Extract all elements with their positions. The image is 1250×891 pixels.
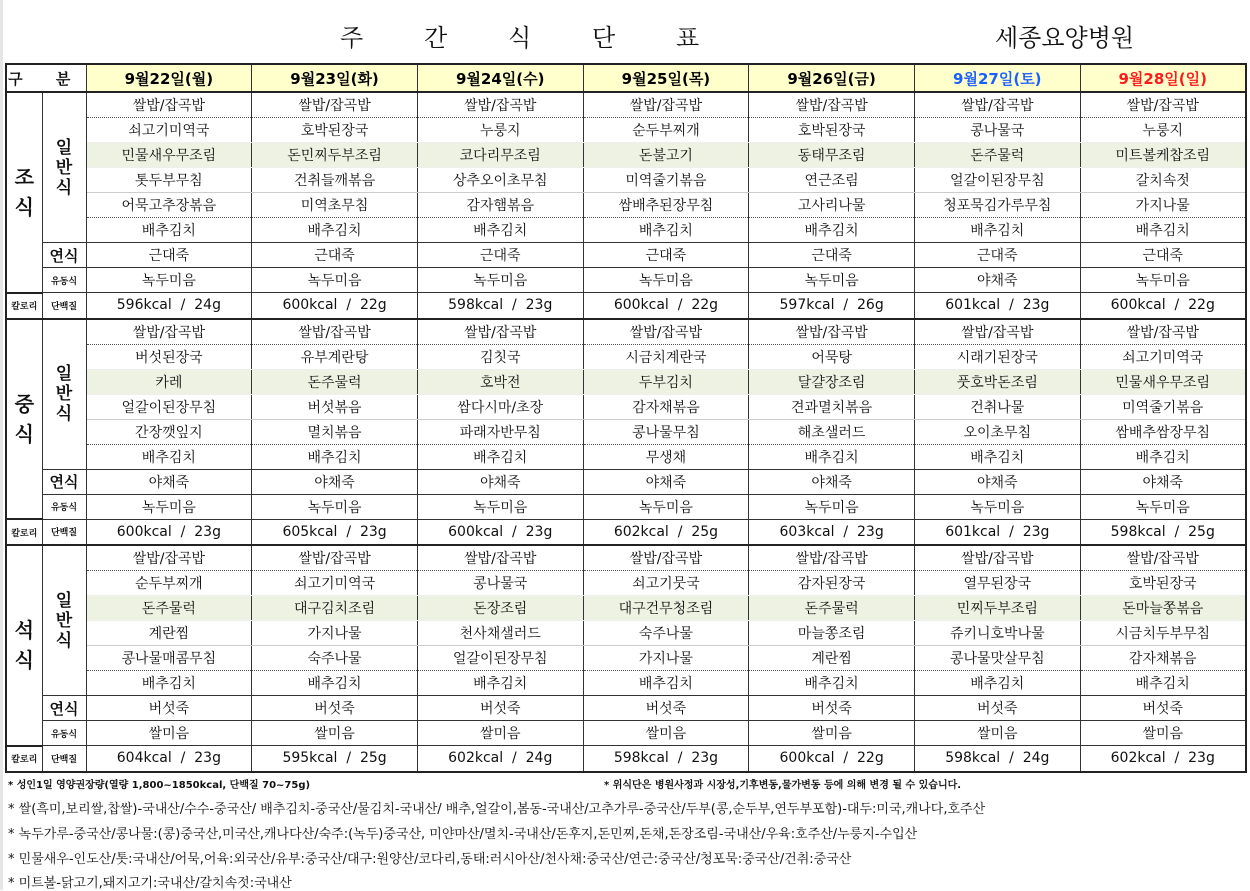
soft-diet-label: 연식 <box>42 469 86 494</box>
menu-item: 민물새우무조림 <box>1080 369 1246 394</box>
menu-item: 유부계란탕 <box>252 344 418 369</box>
nutrition-cell: 595kcal / 25g <box>252 746 418 772</box>
header-row <box>6 64 1246 92</box>
menu-item: 콩나물무침 <box>583 419 749 444</box>
menu-item: 마늘쫑조림 <box>749 621 915 646</box>
liquid-diet-label: 유동식 <box>42 721 86 746</box>
menu-item: 호박된장국 <box>1080 571 1246 596</box>
menu-item: 얼갈이된장무침 <box>417 646 583 671</box>
menu-item: 배추김치 <box>1080 444 1246 469</box>
menu-item: 순두부찌개 <box>86 571 252 596</box>
menu-item: 건취들깨볶음 <box>252 168 418 193</box>
origin-line: * 녹두가루-중국산/콩나물:(콩)중국산,미국산,캐나다산/숙주:(녹두)중국산, 미얀마산/멸치-국내산/돈후지,돈민찌,돈채,돈장조림-국내산/우육:호주산/누룽지-수입산 <box>8 827 918 842</box>
menu-item: 쇠고기미역국 <box>1080 344 1246 369</box>
menu-item: 쌀미음 <box>86 721 252 746</box>
menu-item: 돈마늘쫑볶음 <box>1080 596 1246 621</box>
menu-item: 시금치계란국 <box>583 344 749 369</box>
menu-item: 감자채볶음 <box>1080 646 1246 671</box>
menu-item: 돈주물럭 <box>914 143 1080 168</box>
title-char: 단 <box>592 24 616 52</box>
menu-row <box>6 621 1246 646</box>
menu-item: 쌀밥/잡곡밥 <box>749 545 915 571</box>
menu-row <box>6 344 1246 369</box>
menu-item: 간장깻잎지 <box>86 419 252 444</box>
menu-item: 쌀밥/잡곡밥 <box>583 92 749 118</box>
menu-item: 쌀밥/잡곡밥 <box>583 545 749 571</box>
menu-item: 가지나물 <box>583 646 749 671</box>
menu-item: 녹두미음 <box>252 494 418 519</box>
title-char: 표 <box>676 24 700 52</box>
menu-item: 쌀밥/잡곡밥 <box>252 545 418 571</box>
menu-item: 천사채샐러드 <box>417 621 583 646</box>
menu-item: 근대죽 <box>417 243 583 268</box>
menu-row <box>6 143 1246 168</box>
nutrition-cell: 602kcal / 23g <box>1080 746 1246 772</box>
nutrition-cell: 597kcal / 26g <box>749 293 915 319</box>
menu-item: 녹두미음 <box>1080 494 1246 519</box>
meal-label <box>6 545 42 746</box>
meal-label <box>6 319 42 520</box>
menu-item: 쌀밥/잡곡밥 <box>583 319 749 345</box>
menu-item: 어묵고추장볶음 <box>86 193 252 218</box>
hospital-name: 세종요양병원 <box>995 24 1135 52</box>
day-header: 9월27일(토) <box>914 64 1080 92</box>
menu-item: 배추김치 <box>417 671 583 696</box>
menu-item: 녹두미음 <box>749 494 915 519</box>
menu-item: 야채죽 <box>583 469 749 494</box>
general-diet-text: 일반식 <box>55 590 73 651</box>
menu-item: 가지나물 <box>1080 193 1246 218</box>
menu-item: 어묵탕 <box>749 344 915 369</box>
menu-item: 야채죽 <box>914 469 1080 494</box>
general-diet-text: 일반식 <box>55 137 73 198</box>
menu-item: 계란찜 <box>86 621 252 646</box>
menu-item: 버섯죽 <box>417 696 583 721</box>
menu-item: 버섯죽 <box>86 696 252 721</box>
meal-name: 석식 <box>14 618 34 673</box>
menu-item: 얼갈이된장무침 <box>914 168 1080 193</box>
menu-item: 감자햄볶음 <box>417 193 583 218</box>
menu-item: 버섯죽 <box>1080 696 1246 721</box>
menu-item: 호박전 <box>417 369 583 394</box>
day-header: 9월28일(일) <box>1080 64 1246 92</box>
menu-change-notice: * 위식단은 병원사정과 시장성,기후변동,물가변동 등에 의해 변경 될 수 있습니다. <box>604 780 962 791</box>
menu-item: 숙주나물 <box>252 646 418 671</box>
menu-row <box>6 596 1246 621</box>
menu-item: 두부김치 <box>583 369 749 394</box>
menu-item: 버섯볶음 <box>252 394 418 419</box>
menu-item: 미역줄기볶음 <box>1080 394 1246 419</box>
nutrition-cell: 601kcal / 23g <box>914 519 1080 545</box>
menu-item: 버섯된장국 <box>86 344 252 369</box>
menu-item: 쇠고기미역국 <box>252 571 418 596</box>
menu-item: 근대죽 <box>252 243 418 268</box>
menu-row <box>6 646 1246 671</box>
menu-item: 건취나물 <box>914 394 1080 419</box>
menu-item: 오이초무침 <box>914 419 1080 444</box>
menu-item: 쌀밥/잡곡밥 <box>1080 92 1246 118</box>
menu-item: 쌀미음 <box>1080 721 1246 746</box>
menu-item: 돈주물럭 <box>252 369 418 394</box>
weekly-menu-table <box>5 63 1247 773</box>
page-title <box>340 18 760 53</box>
menu-item: 쌀밥/잡곡밥 <box>86 92 252 118</box>
menu-item: 근대죽 <box>914 243 1080 268</box>
menu-item: 근대죽 <box>749 243 915 268</box>
menu-item: 톳두부무침 <box>86 168 252 193</box>
menu-item: 갈치속젓 <box>1080 168 1246 193</box>
menu-item: 콩나물매콤무침 <box>86 646 252 671</box>
menu-item: 근대죽 <box>86 243 252 268</box>
menu-item: 근대죽 <box>583 243 749 268</box>
liquid-diet-label: 유동식 <box>42 268 86 293</box>
menu-item: 야채죽 <box>86 469 252 494</box>
menu-item: 돈불고기 <box>583 143 749 168</box>
menu-item: 쌀밥/잡곡밥 <box>914 545 1080 571</box>
menu-item: 야채죽 <box>749 469 915 494</box>
menu-item: 쌀밥/잡곡밥 <box>1080 319 1246 345</box>
nutrition-cell: 600kcal / 22g <box>1080 293 1246 319</box>
nutrition-cell: 604kcal / 23g <box>86 746 252 772</box>
menu-item: 미역줄기볶음 <box>583 168 749 193</box>
menu-row <box>6 519 1246 545</box>
menu-item: 배추김치 <box>583 671 749 696</box>
nutrition-cell: 598kcal / 23g <box>417 293 583 319</box>
menu-item: 쌀밥/잡곡밥 <box>914 319 1080 345</box>
liquid-diet-label: 유동식 <box>42 494 86 519</box>
menu-item: 대구김치조림 <box>252 596 418 621</box>
menu-item: 야채죽 <box>1080 469 1246 494</box>
menu-row <box>6 319 1246 345</box>
nutrition-cell: 600kcal / 22g <box>583 293 749 319</box>
meal-name: 조식 <box>14 165 34 220</box>
menu-item: 배추김치 <box>252 671 418 696</box>
menu-item: 야채죽 <box>914 268 1080 293</box>
menu-item: 쥬키니호박나물 <box>914 621 1080 646</box>
menu-item: 콩나물국 <box>417 571 583 596</box>
menu-item: 미역초무침 <box>252 193 418 218</box>
menu-item: 쌀밥/잡곡밥 <box>86 545 252 571</box>
menu-item: 파래자반무침 <box>417 419 583 444</box>
menu-item: 배추김치 <box>86 218 252 243</box>
title-char: 식 <box>508 24 532 52</box>
nutrition-cell: 596kcal / 24g <box>86 293 252 319</box>
menu-item: 배추김치 <box>749 218 915 243</box>
menu-item: 김칫국 <box>417 344 583 369</box>
menu-row <box>6 746 1246 772</box>
menu-row <box>6 671 1246 696</box>
menu-item: 배추김치 <box>86 671 252 696</box>
day-header: 9월23일(화) <box>252 64 418 92</box>
menu-row <box>6 494 1246 519</box>
calorie-label: 칼로리 <box>6 293 42 319</box>
menu-item: 배추김치 <box>914 671 1080 696</box>
menu-row <box>6 118 1246 143</box>
menu-item: 쌀미음 <box>252 721 418 746</box>
menu-row <box>6 369 1246 394</box>
menu-item: 상추오이초무침 <box>417 168 583 193</box>
menu-item: 코다리무조림 <box>417 143 583 168</box>
menu-item: 호박된장국 <box>252 118 418 143</box>
menu-item: 시금치두부무침 <box>1080 621 1246 646</box>
menu-item: 녹두미음 <box>1080 268 1246 293</box>
menu-item: 돈주물럭 <box>86 596 252 621</box>
sheet-edge <box>0 0 3 890</box>
menu-row <box>6 218 1246 243</box>
menu-item: 배추김치 <box>1080 671 1246 696</box>
day-header: 9월25일(목) <box>583 64 749 92</box>
nutrition-cell: 598kcal / 24g <box>914 746 1080 772</box>
menu-item: 동태무조림 <box>749 143 915 168</box>
menu-item: 쌀밥/잡곡밥 <box>417 545 583 571</box>
menu-item: 열무된장국 <box>914 571 1080 596</box>
menu-row <box>6 696 1246 721</box>
nutrition-cell: 600kcal / 22g <box>252 293 418 319</box>
menu-item: 시래기된장국 <box>914 344 1080 369</box>
menu-item: 대구건무청조림 <box>583 596 749 621</box>
menu-item: 쌈배추된장무침 <box>583 193 749 218</box>
menu-item: 녹두미음 <box>417 494 583 519</box>
menu-item: 호박된장국 <box>749 118 915 143</box>
menu-item: 멸치볶음 <box>252 419 418 444</box>
menu-row <box>6 293 1246 319</box>
menu-item: 청포묵김가루무침 <box>914 193 1080 218</box>
menu-row <box>6 545 1246 571</box>
menu-item: 배추김치 <box>914 218 1080 243</box>
menu-item: 쌀밥/잡곡밥 <box>749 92 915 118</box>
menu-item: 배추김치 <box>914 444 1080 469</box>
menu-item: 야채죽 <box>252 469 418 494</box>
menu-row <box>6 571 1246 596</box>
menu-item: 견과멸치볶음 <box>749 394 915 419</box>
header-label: 구 분 <box>6 64 86 92</box>
nutrition-recommendation: * 성인1일 영양권장량(열량 1,800~1850kcal, 단백질 70~75g) <box>8 780 311 791</box>
menu-item: 쌀밥/잡곡밥 <box>914 92 1080 118</box>
nutrition-cell: 605kcal / 23g <box>252 519 418 545</box>
menu-item: 쌈배추쌈장무침 <box>1080 419 1246 444</box>
protein-label: 단백질 <box>42 746 86 772</box>
menu-item: 순두부찌개 <box>583 118 749 143</box>
menu-item: 연근조림 <box>749 168 915 193</box>
menu-item: 녹두미음 <box>86 268 252 293</box>
nutrition-cell: 603kcal / 23g <box>749 519 915 545</box>
menu-item: 배추김치 <box>417 444 583 469</box>
menu-item: 숙주나물 <box>583 621 749 646</box>
menu-item: 쌀미음 <box>914 721 1080 746</box>
menu-item: 녹두미음 <box>749 268 915 293</box>
menu-row <box>6 92 1246 118</box>
soft-diet-label: 연식 <box>42 243 86 268</box>
menu-item: 녹두미음 <box>86 494 252 519</box>
menu-item: 배추김치 <box>749 671 915 696</box>
menu-item: 쌀밥/잡곡밥 <box>86 319 252 345</box>
menu-item: 고사리나물 <box>749 193 915 218</box>
menu-row <box>6 469 1246 494</box>
menu-item: 풋호박돈조림 <box>914 369 1080 394</box>
menu-item: 배추김치 <box>86 444 252 469</box>
menu-item: 쌀미음 <box>583 721 749 746</box>
menu-item: 쌀밥/잡곡밥 <box>1080 545 1246 571</box>
origin-line: * 민물새우-인도산/톳:국내산/어묵,어육:외국산/유부:중국산/대구:원양산/코다리,동태:러시아산/천사채:중국산/연근:중국산/청포묵:중국산/건취:중국산 <box>8 852 852 867</box>
menu-item: 쌀밥/잡곡밥 <box>417 319 583 345</box>
menu-item: 쇠고기미역국 <box>86 118 252 143</box>
meal-label <box>6 92 42 293</box>
menu-item: 누룽지 <box>417 118 583 143</box>
menu-item: 쌀밥/잡곡밥 <box>252 92 418 118</box>
menu-item: 누룽지 <box>1080 118 1246 143</box>
menu-item: 민물새우무조림 <box>86 143 252 168</box>
day-header: 9월24일(수) <box>417 64 583 92</box>
menu-item: 쌀밥/잡곡밥 <box>749 319 915 345</box>
menu-item: 버섯죽 <box>583 696 749 721</box>
meal-name: 중식 <box>14 391 34 446</box>
menu-item: 버섯죽 <box>914 696 1080 721</box>
menu-item: 쌀밥/잡곡밥 <box>417 92 583 118</box>
menu-item: 달걀장조림 <box>749 369 915 394</box>
origin-line: * 쌀(흑미,보리쌀,찹쌀)-국내산/수수-중국산/ 배추김치-중국산/물김치-국내산/ 배추,얼갈이,봄동-국내산/고추가루-중국산/두부(콩,순두부,연두부포함)-대두:미국,캐나다,호주산 <box>8 802 986 817</box>
menu-row <box>6 268 1246 293</box>
menu-item: 무생채 <box>583 444 749 469</box>
menu-item: 배추김치 <box>252 444 418 469</box>
menu-item: 배추김치 <box>749 444 915 469</box>
calorie-label: 칼로리 <box>6 519 42 545</box>
menu-item: 쇠고기뭇국 <box>583 571 749 596</box>
day-header: 9월26일(금) <box>749 64 915 92</box>
general-diet-text: 일반식 <box>55 364 73 424</box>
menu-item: 녹두미음 <box>583 268 749 293</box>
nutrition-cell: 602kcal / 25g <box>583 519 749 545</box>
menu-item: 근대죽 <box>1080 243 1246 268</box>
menu-item: 콩나물맛살무침 <box>914 646 1080 671</box>
menu-item: 해초샐러드 <box>749 419 915 444</box>
menu-item: 민찌두부조림 <box>914 596 1080 621</box>
menu-item: 야채죽 <box>417 469 583 494</box>
menu-item: 얼갈이된장무침 <box>86 394 252 419</box>
protein-label: 단백질 <box>42 293 86 319</box>
nutrition-cell: 600kcal / 23g <box>417 519 583 545</box>
general-diet-label <box>42 92 86 243</box>
menu-item: 쌈다시마/초장 <box>417 394 583 419</box>
menu-item: 계란찜 <box>749 646 915 671</box>
menu-item: 감자채볶음 <box>583 394 749 419</box>
calorie-label: 칼로리 <box>6 746 42 772</box>
menu-item: 배추김치 <box>583 218 749 243</box>
menu-item: 감자된장국 <box>749 571 915 596</box>
nutrition-cell: 602kcal / 24g <box>417 746 583 772</box>
menu-item: 쌀밥/잡곡밥 <box>252 319 418 345</box>
menu-item: 쌀미음 <box>417 721 583 746</box>
menu-row <box>6 243 1246 268</box>
menu-row <box>6 444 1246 469</box>
nutrition-cell: 600kcal / 23g <box>86 519 252 545</box>
origin-line: * 미트볼-닭고기,돼지고기:국내산/갈치속젓:국내산 <box>8 876 292 891</box>
nutrition-cell: 598kcal / 25g <box>1080 519 1246 545</box>
menu-item: 버섯죽 <box>252 696 418 721</box>
menu-row <box>6 168 1246 193</box>
protein-label: 단백질 <box>42 519 86 545</box>
menu-item: 배추김치 <box>252 218 418 243</box>
nutrition-cell: 600kcal / 22g <box>749 746 915 772</box>
menu-item: 가지나물 <box>252 621 418 646</box>
menu-item: 녹두미음 <box>252 268 418 293</box>
menu-item: 카레 <box>86 369 252 394</box>
menu-item: 돈장조림 <box>417 596 583 621</box>
menu-item: 녹두미음 <box>583 494 749 519</box>
menu-item: 콩나물국 <box>914 118 1080 143</box>
menu-item: 미트볼케찹조림 <box>1080 143 1246 168</box>
menu-row <box>6 721 1246 746</box>
menu-item: 돈주물럭 <box>749 596 915 621</box>
menu-item: 녹두미음 <box>417 268 583 293</box>
general-diet-label <box>42 545 86 696</box>
menu-item: 배추김치 <box>417 218 583 243</box>
menu-item: 돈민찌두부조림 <box>252 143 418 168</box>
day-header: 9월22일(월) <box>86 64 252 92</box>
nutrition-cell: 601kcal / 23g <box>914 293 1080 319</box>
title-char: 간 <box>424 24 448 52</box>
menu-item: 쌀미음 <box>749 721 915 746</box>
menu-item: 녹두미음 <box>914 494 1080 519</box>
nutrition-cell: 598kcal / 23g <box>583 746 749 772</box>
general-diet-label <box>42 319 86 470</box>
title-char: 주 <box>340 24 364 52</box>
menu-row <box>6 394 1246 419</box>
menu-row <box>6 193 1246 218</box>
menu-item: 버섯죽 <box>749 696 915 721</box>
menu-item: 배추김치 <box>1080 218 1246 243</box>
menu-row <box>6 419 1246 444</box>
soft-diet-label: 연식 <box>42 696 86 721</box>
